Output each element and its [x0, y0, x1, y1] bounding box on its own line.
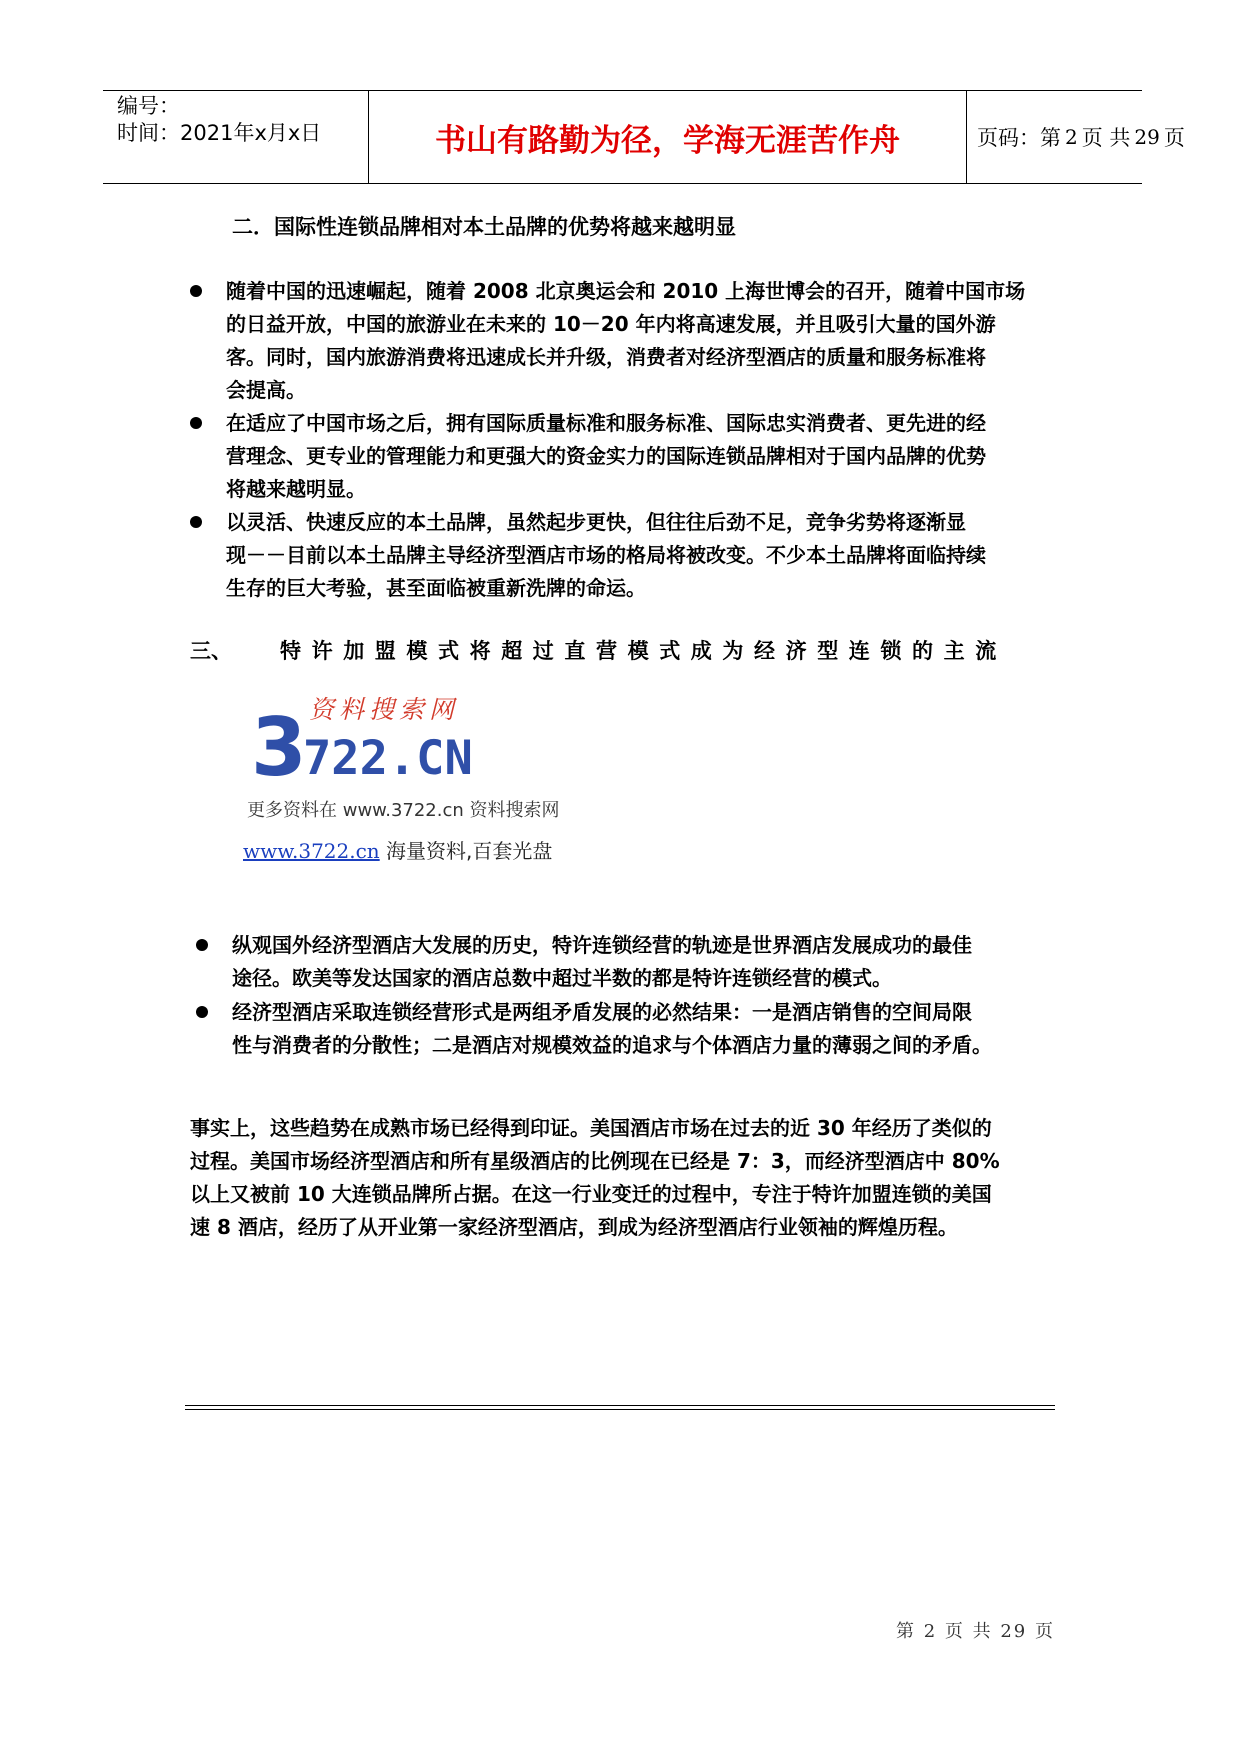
footer-divider — [185, 1405, 1055, 1406]
bullet-dot-icon — [190, 285, 202, 297]
text-line: 将越来越明显。 — [226, 477, 366, 501]
bullet-item — [226, 275, 1025, 407]
document-header — [103, 90, 1185, 184]
time-label: 时间：2021年x月x日 — [117, 121, 322, 145]
text-line: 过程。美国市场经济型酒店和所有星级酒店的比例现在已经是 7：3，而经济型酒店中 80% — [190, 1149, 1000, 1173]
text-line: 经济型酒店采取连锁经营形式是两组矛盾发展的必然结果：一是酒店销售的空间局限 — [232, 1000, 972, 1024]
site-link-desc: 海量资料,百套光盘 — [379, 839, 553, 863]
text-line: 生存的巨大考验，甚至面临被重新洗牌的命运。 — [226, 576, 646, 600]
text-line: 的日益开放，中国的旅游业在未来的 10－20 年内将高速发展，并且吸引大量的国外游 — [226, 312, 996, 336]
text-line: 会提高。 — [226, 378, 306, 402]
logo-link-line — [243, 835, 552, 864]
page-suffix: 页 — [1163, 126, 1185, 150]
logo-big-digit: 3 — [251, 701, 307, 794]
number-label: 编号： — [117, 94, 180, 118]
logo-subline: 更多资料在 www.3722.cn 资料搜索网 — [247, 800, 560, 821]
section-2-heading: 二．国际性连锁品牌相对本土品牌的优势将越来越明显 — [232, 215, 736, 239]
motto: 书山有路勤为径，学海无涯苦作舟 — [435, 122, 900, 159]
bullet-dot-icon — [196, 939, 208, 951]
text-line: 纵观国外经济型酒店大发展的历史，特许连锁经营的轨迹是世界酒店发展成功的最佳 — [232, 933, 972, 957]
bullet-dot-icon — [190, 417, 202, 429]
site-logo — [247, 690, 617, 822]
footer-divider — [185, 1409, 1055, 1410]
site-link[interactable]: www.3722.cn — [243, 839, 380, 863]
text-line: 营理念、更专业的管理能力和更强大的资金实力的国际连锁品牌相对于国内品牌的优势 — [226, 444, 986, 468]
section-3-title: 特许加盟模式将超过直营模式成为经济型连锁的主流 — [280, 639, 1007, 663]
text-line: 客。同时，国内旅游消费将迅速成长并升级，消费者对经济型酒店的质量和服务标准将 — [226, 345, 986, 369]
section-3-heading — [190, 635, 1058, 665]
bullet-item — [232, 996, 992, 1062]
logo-tagline: 资料搜索网 — [309, 695, 460, 724]
page-total: 29 — [1134, 125, 1160, 149]
text-line: 现－－目前以本土品牌主导经济型酒店市场的格局将被改变。不少本土品牌将面临持续 — [226, 543, 986, 567]
text-line: 性与消费者的分散性；二是酒店对规模效益的追求与个体酒店力量的薄弱之间的矛盾。 — [232, 1033, 992, 1057]
text-line: 速 8 酒店，经历了从开业第一家经济型酒店，到成为经济型酒店行业领袖的辉煌历程。 — [190, 1215, 958, 1239]
bullet-item — [226, 407, 986, 506]
bullet-item — [226, 506, 986, 605]
logo-graphic — [247, 690, 617, 822]
header-page-cell — [967, 91, 1185, 183]
page-footer: 第 2 页 共 29 页 — [896, 1621, 1055, 1642]
logo-domain: 722.CN — [303, 731, 473, 786]
body-paragraph — [190, 1112, 1000, 1244]
text-line: 随着中国的迅速崛起，随着 2008 北京奥运会和 2010 上海世博会的召开，随着中国市场 — [226, 279, 1026, 303]
text-line: 事实上，这些趋势在成熟市场已经得到印证。美国酒店市场在过去的近 30 年经历了类似的 — [190, 1116, 992, 1140]
text-line: 以上又被前 10 大连锁品牌所占据。在这一行业变迁的过程中，专注于特许加盟连锁的美国 — [190, 1182, 992, 1206]
bullet-dot-icon — [190, 516, 202, 528]
text-line: 在适应了中国市场之后，拥有国际质量标准和服务标准、国际忠实消费者、更先进的经 — [226, 411, 986, 435]
header-motto-cell — [368, 91, 967, 183]
text-line: 途径。欧美等发达国家的酒店总数中超过半数的都是特许连锁经营的模式。 — [232, 966, 892, 990]
page-number: 2 — [1065, 125, 1078, 149]
text-line: 以灵活、快速反应的本土品牌，虽然起步更快，但往往后劲不足，竞争劣势将逐渐显 — [226, 510, 966, 534]
bullet-item — [232, 929, 972, 995]
header-left-cell — [103, 91, 368, 185]
page-mid: 页 共 — [1081, 126, 1131, 150]
page-prefix: 页码：第 — [977, 126, 1061, 150]
section-3-number: 三、 — [190, 639, 232, 663]
bullet-dot-icon — [196, 1006, 208, 1018]
